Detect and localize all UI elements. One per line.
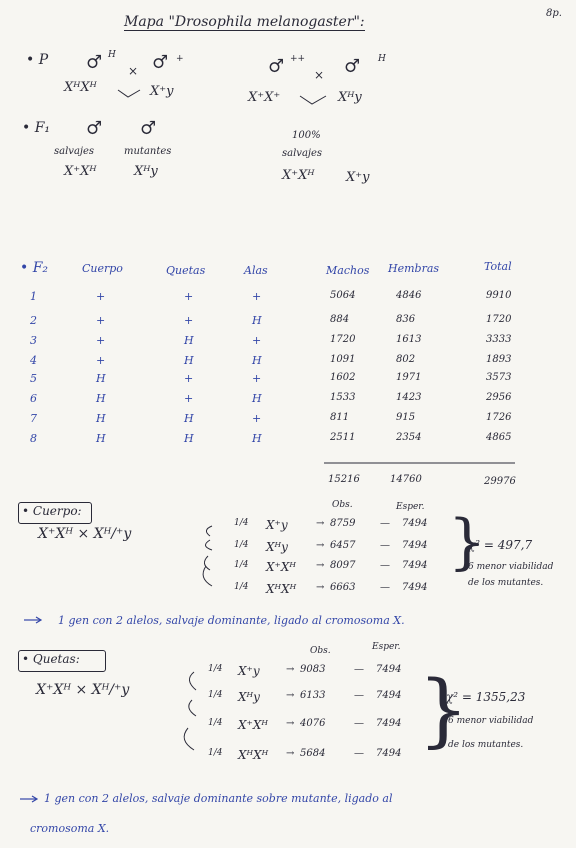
p2-genotype-male: Xᴴy bbox=[338, 90, 362, 105]
cuerpo-line-frac: 1/4 bbox=[234, 582, 249, 592]
table-cell: + bbox=[96, 354, 106, 367]
cuerpo-cross: X⁺Xᴴ × Xᴴ/⁺y bbox=[38, 526, 132, 542]
table-cell: + bbox=[96, 334, 106, 347]
table-cell: + bbox=[96, 314, 106, 327]
dash-icon: — bbox=[354, 664, 364, 675]
f1-col2-label: mutantes bbox=[124, 146, 172, 157]
p2-sup: ++ bbox=[290, 54, 306, 64]
f2-header-hembras: Hembras bbox=[388, 262, 440, 275]
table-cell: H bbox=[96, 432, 106, 445]
cuerpo-obs-header: Obs. bbox=[332, 500, 353, 510]
cuerpo-line-geno: X⁺y bbox=[266, 518, 288, 532]
table-cell: 1602 bbox=[330, 372, 356, 383]
table-cell: H bbox=[252, 392, 262, 405]
dash-icon: — bbox=[354, 690, 364, 701]
table-cell: 9910 bbox=[486, 290, 512, 301]
table-cell: 1726 bbox=[486, 412, 512, 423]
cuerpo-line-frac: 1/4 bbox=[234, 560, 249, 570]
cuerpo-line-obs: 8097 bbox=[330, 560, 356, 571]
arrow-icon: → bbox=[316, 560, 325, 571]
male-symbol-icon: ♂ bbox=[152, 52, 169, 73]
table-cell: + bbox=[252, 334, 262, 347]
page-number: 8p. bbox=[546, 8, 562, 19]
f2-header-total: Total bbox=[484, 260, 512, 273]
p2-sup2: H bbox=[378, 54, 386, 64]
cuerpo-conclusion: 1 gen con 2 alelos, salvaje dominante, ligado al cromosoma X. bbox=[58, 614, 405, 627]
table-cell: 1091 bbox=[330, 354, 356, 365]
p1-genotype-male: X⁺y bbox=[150, 84, 174, 99]
male-symbol-icon: ♂ bbox=[86, 52, 103, 73]
table-cell: 1720 bbox=[330, 334, 356, 345]
cuerpo-line-geno: XᴴXᴴ bbox=[266, 582, 297, 596]
table-cell: H bbox=[252, 314, 262, 327]
cuerpo-line-obs: 6663 bbox=[330, 582, 356, 593]
quetas-line-esp: 7494 bbox=[376, 718, 402, 729]
table-cell: + bbox=[252, 290, 262, 303]
cuerpo-line-esp: 7494 bbox=[402, 540, 428, 551]
table-cell: 1 bbox=[30, 290, 37, 303]
cuerpo-line-esp: 7494 bbox=[402, 560, 428, 571]
table-cell: + bbox=[252, 372, 262, 385]
table-cell: 7 bbox=[30, 412, 37, 425]
cuerpo-line-geno: X⁺Xᴴ bbox=[266, 560, 297, 574]
table-cell: 5064 bbox=[330, 290, 356, 301]
quetas-line-frac: 1/4 bbox=[208, 718, 223, 728]
table-cell: H bbox=[96, 372, 106, 385]
f2-label: • F₂ bbox=[20, 260, 49, 276]
table-cell: H bbox=[184, 432, 194, 445]
dash-icon: — bbox=[354, 718, 364, 729]
f1-right-label: salvajes bbox=[282, 148, 323, 159]
table-cell: 6 bbox=[30, 392, 37, 405]
quetas-line-obs: 5684 bbox=[300, 748, 326, 759]
quetas-note2: de los mutantes. bbox=[448, 740, 524, 750]
table-cell: + bbox=[184, 372, 194, 385]
cuerpo-brace: } bbox=[448, 507, 487, 577]
table-cell: 2511 bbox=[330, 432, 356, 443]
f1-col1-label: salvajes bbox=[54, 146, 95, 157]
table-cell: + bbox=[252, 412, 262, 425]
p1-times: × bbox=[128, 64, 139, 78]
quetas-line-geno: Xᴴy bbox=[238, 690, 260, 704]
cuerpo-line-frac: 1/4 bbox=[234, 518, 249, 528]
quetas-line-esp: 7494 bbox=[376, 748, 402, 759]
quetas-brace: } bbox=[418, 663, 469, 756]
dash-icon: — bbox=[380, 518, 390, 529]
table-cell: 4 bbox=[30, 354, 37, 367]
table-cell: 836 bbox=[396, 314, 416, 325]
f2-total-total: 29976 bbox=[484, 476, 516, 487]
arrow-icon: → bbox=[316, 582, 325, 593]
table-cell: 1423 bbox=[396, 392, 422, 403]
p2-times: × bbox=[314, 68, 325, 82]
quetas-line-obs: 4076 bbox=[300, 718, 326, 729]
table-cell: 884 bbox=[330, 314, 350, 325]
cuerpo-note2: de los mutantes. bbox=[468, 578, 544, 588]
cuerpo-line-esp: 7494 bbox=[402, 518, 428, 529]
table-cell: 4865 bbox=[486, 432, 512, 443]
f2-header-machos: Machos bbox=[326, 264, 370, 277]
arrow-icon: → bbox=[286, 718, 295, 729]
cuerpo-line-esp: 7494 bbox=[402, 582, 428, 593]
p-label: • P bbox=[26, 52, 49, 68]
f1-col1-genotype: X⁺Xᴴ bbox=[64, 164, 97, 179]
table-cell: 1971 bbox=[396, 372, 422, 383]
male-symbol-icon: ♂ bbox=[268, 56, 285, 77]
p1-sup: H bbox=[108, 50, 116, 60]
table-cell: + bbox=[184, 392, 194, 405]
p2-genotype-female: X⁺X⁺ bbox=[248, 90, 281, 105]
quetas-line-frac: 1/4 bbox=[208, 690, 223, 700]
dash-icon: — bbox=[380, 560, 390, 571]
quetas-note1: 6 menor viabilidad bbox=[448, 716, 534, 726]
quetas-line-esp: 7494 bbox=[376, 690, 402, 701]
quetas-conclusion-1: 1 gen con 2 alelos, salvaje dominante sobre mutante, ligado al bbox=[44, 792, 393, 805]
arrow-icon: → bbox=[286, 690, 295, 701]
f1-label: • F₁ bbox=[22, 120, 51, 136]
table-cell: H bbox=[184, 354, 194, 367]
table-cell: 1720 bbox=[486, 314, 512, 325]
table-cell: 811 bbox=[330, 412, 350, 423]
cuerpo-line-geno: Xᴴy bbox=[266, 540, 288, 554]
table-cell: 802 bbox=[396, 354, 416, 365]
quetas-chi: χ² = 1355,23 bbox=[446, 690, 526, 704]
table-cell: 2354 bbox=[396, 432, 422, 443]
table-cell: + bbox=[96, 290, 106, 303]
f1-right-genotype1: X⁺Xᴴ bbox=[282, 168, 315, 183]
page-title: Mapa "Drosophila melanogaster": bbox=[124, 14, 365, 30]
cuerpo-line-obs: 8759 bbox=[330, 518, 356, 529]
f2-header-alas: Alas bbox=[244, 264, 268, 277]
quetas-line-esp: 7494 bbox=[376, 664, 402, 675]
p1-sup2: + bbox=[176, 54, 184, 64]
table-cell: H bbox=[184, 412, 194, 425]
table-cell: H bbox=[184, 334, 194, 347]
table-cell: 8 bbox=[30, 432, 37, 445]
f1-right-genotype2: X⁺y bbox=[346, 170, 370, 185]
quetas-line-frac: 1/4 bbox=[208, 664, 223, 674]
arrow-icon: → bbox=[316, 540, 325, 551]
quetas-line-frac: 1/4 bbox=[208, 748, 223, 758]
male-symbol-icon: ♂ bbox=[140, 118, 157, 139]
table-cell: 3 bbox=[30, 334, 37, 347]
cuerpo-line-frac: 1/4 bbox=[234, 540, 249, 550]
quetas-conclusion-2: cromosoma X. bbox=[30, 822, 110, 835]
table-cell: 3573 bbox=[486, 372, 512, 383]
table-cell: 1893 bbox=[486, 354, 512, 365]
quetas-line-obs: 9083 bbox=[300, 664, 326, 675]
quetas-label: • Quetas: bbox=[22, 652, 80, 666]
arrow-icon: → bbox=[316, 518, 325, 529]
table-cell: H bbox=[252, 354, 262, 367]
table-cell: 4846 bbox=[396, 290, 422, 301]
quetas-cross: X⁺Xᴴ × Xᴴ/⁺y bbox=[36, 682, 130, 698]
cuerpo-note1: 6 menor viabilidad bbox=[468, 562, 554, 572]
male-symbol-icon: ♂ bbox=[344, 56, 361, 77]
quetas-line-geno: X⁺Xᴴ bbox=[238, 718, 269, 732]
p1-genotype-female: XᴴXᴴ bbox=[64, 80, 97, 95]
f2-total-machos: 15216 bbox=[328, 474, 360, 485]
f2-header-cuerpo: Cuerpo bbox=[82, 262, 123, 275]
dash-icon: — bbox=[380, 582, 390, 593]
table-cell: 1613 bbox=[396, 334, 422, 345]
f1-col2-genotype: Xᴴy bbox=[134, 164, 158, 179]
arrow-icon: → bbox=[286, 664, 295, 675]
table-cell: + bbox=[184, 290, 194, 303]
table-cell: 3333 bbox=[486, 334, 512, 345]
table-cell: + bbox=[184, 314, 194, 327]
quetas-line-obs: 6133 bbox=[300, 690, 326, 701]
quetas-line-geno: XᴴXᴴ bbox=[238, 748, 269, 762]
table-cell: 1533 bbox=[330, 392, 356, 403]
cuerpo-label: • Cuerpo: bbox=[22, 504, 82, 518]
quetas-esp-header: Esper. bbox=[372, 642, 401, 652]
table-cell: H bbox=[252, 432, 262, 445]
table-cell: 5 bbox=[30, 372, 37, 385]
f2-header-quetas: Quetas bbox=[166, 264, 206, 277]
table-cell: H bbox=[96, 412, 106, 425]
dash-icon: — bbox=[380, 540, 390, 551]
f1-right-pct: 100% bbox=[292, 130, 321, 141]
table-cell: H bbox=[96, 392, 106, 405]
dash-icon: — bbox=[354, 748, 364, 759]
arrow-icon: → bbox=[286, 748, 295, 759]
cuerpo-line-obs: 6457 bbox=[330, 540, 356, 551]
table-cell: 915 bbox=[396, 412, 416, 423]
table-cell: 2956 bbox=[486, 392, 512, 403]
f2-total-hembras: 14760 bbox=[390, 474, 422, 485]
cuerpo-chi: χ² = 497,7 bbox=[468, 538, 533, 552]
quetas-obs-header: Obs. bbox=[310, 646, 331, 656]
cuerpo-esp-header: Esper. bbox=[396, 502, 425, 512]
quetas-line-geno: X⁺y bbox=[238, 664, 260, 678]
male-symbol-icon: ♂ bbox=[86, 118, 103, 139]
table-cell: 2 bbox=[30, 314, 37, 327]
